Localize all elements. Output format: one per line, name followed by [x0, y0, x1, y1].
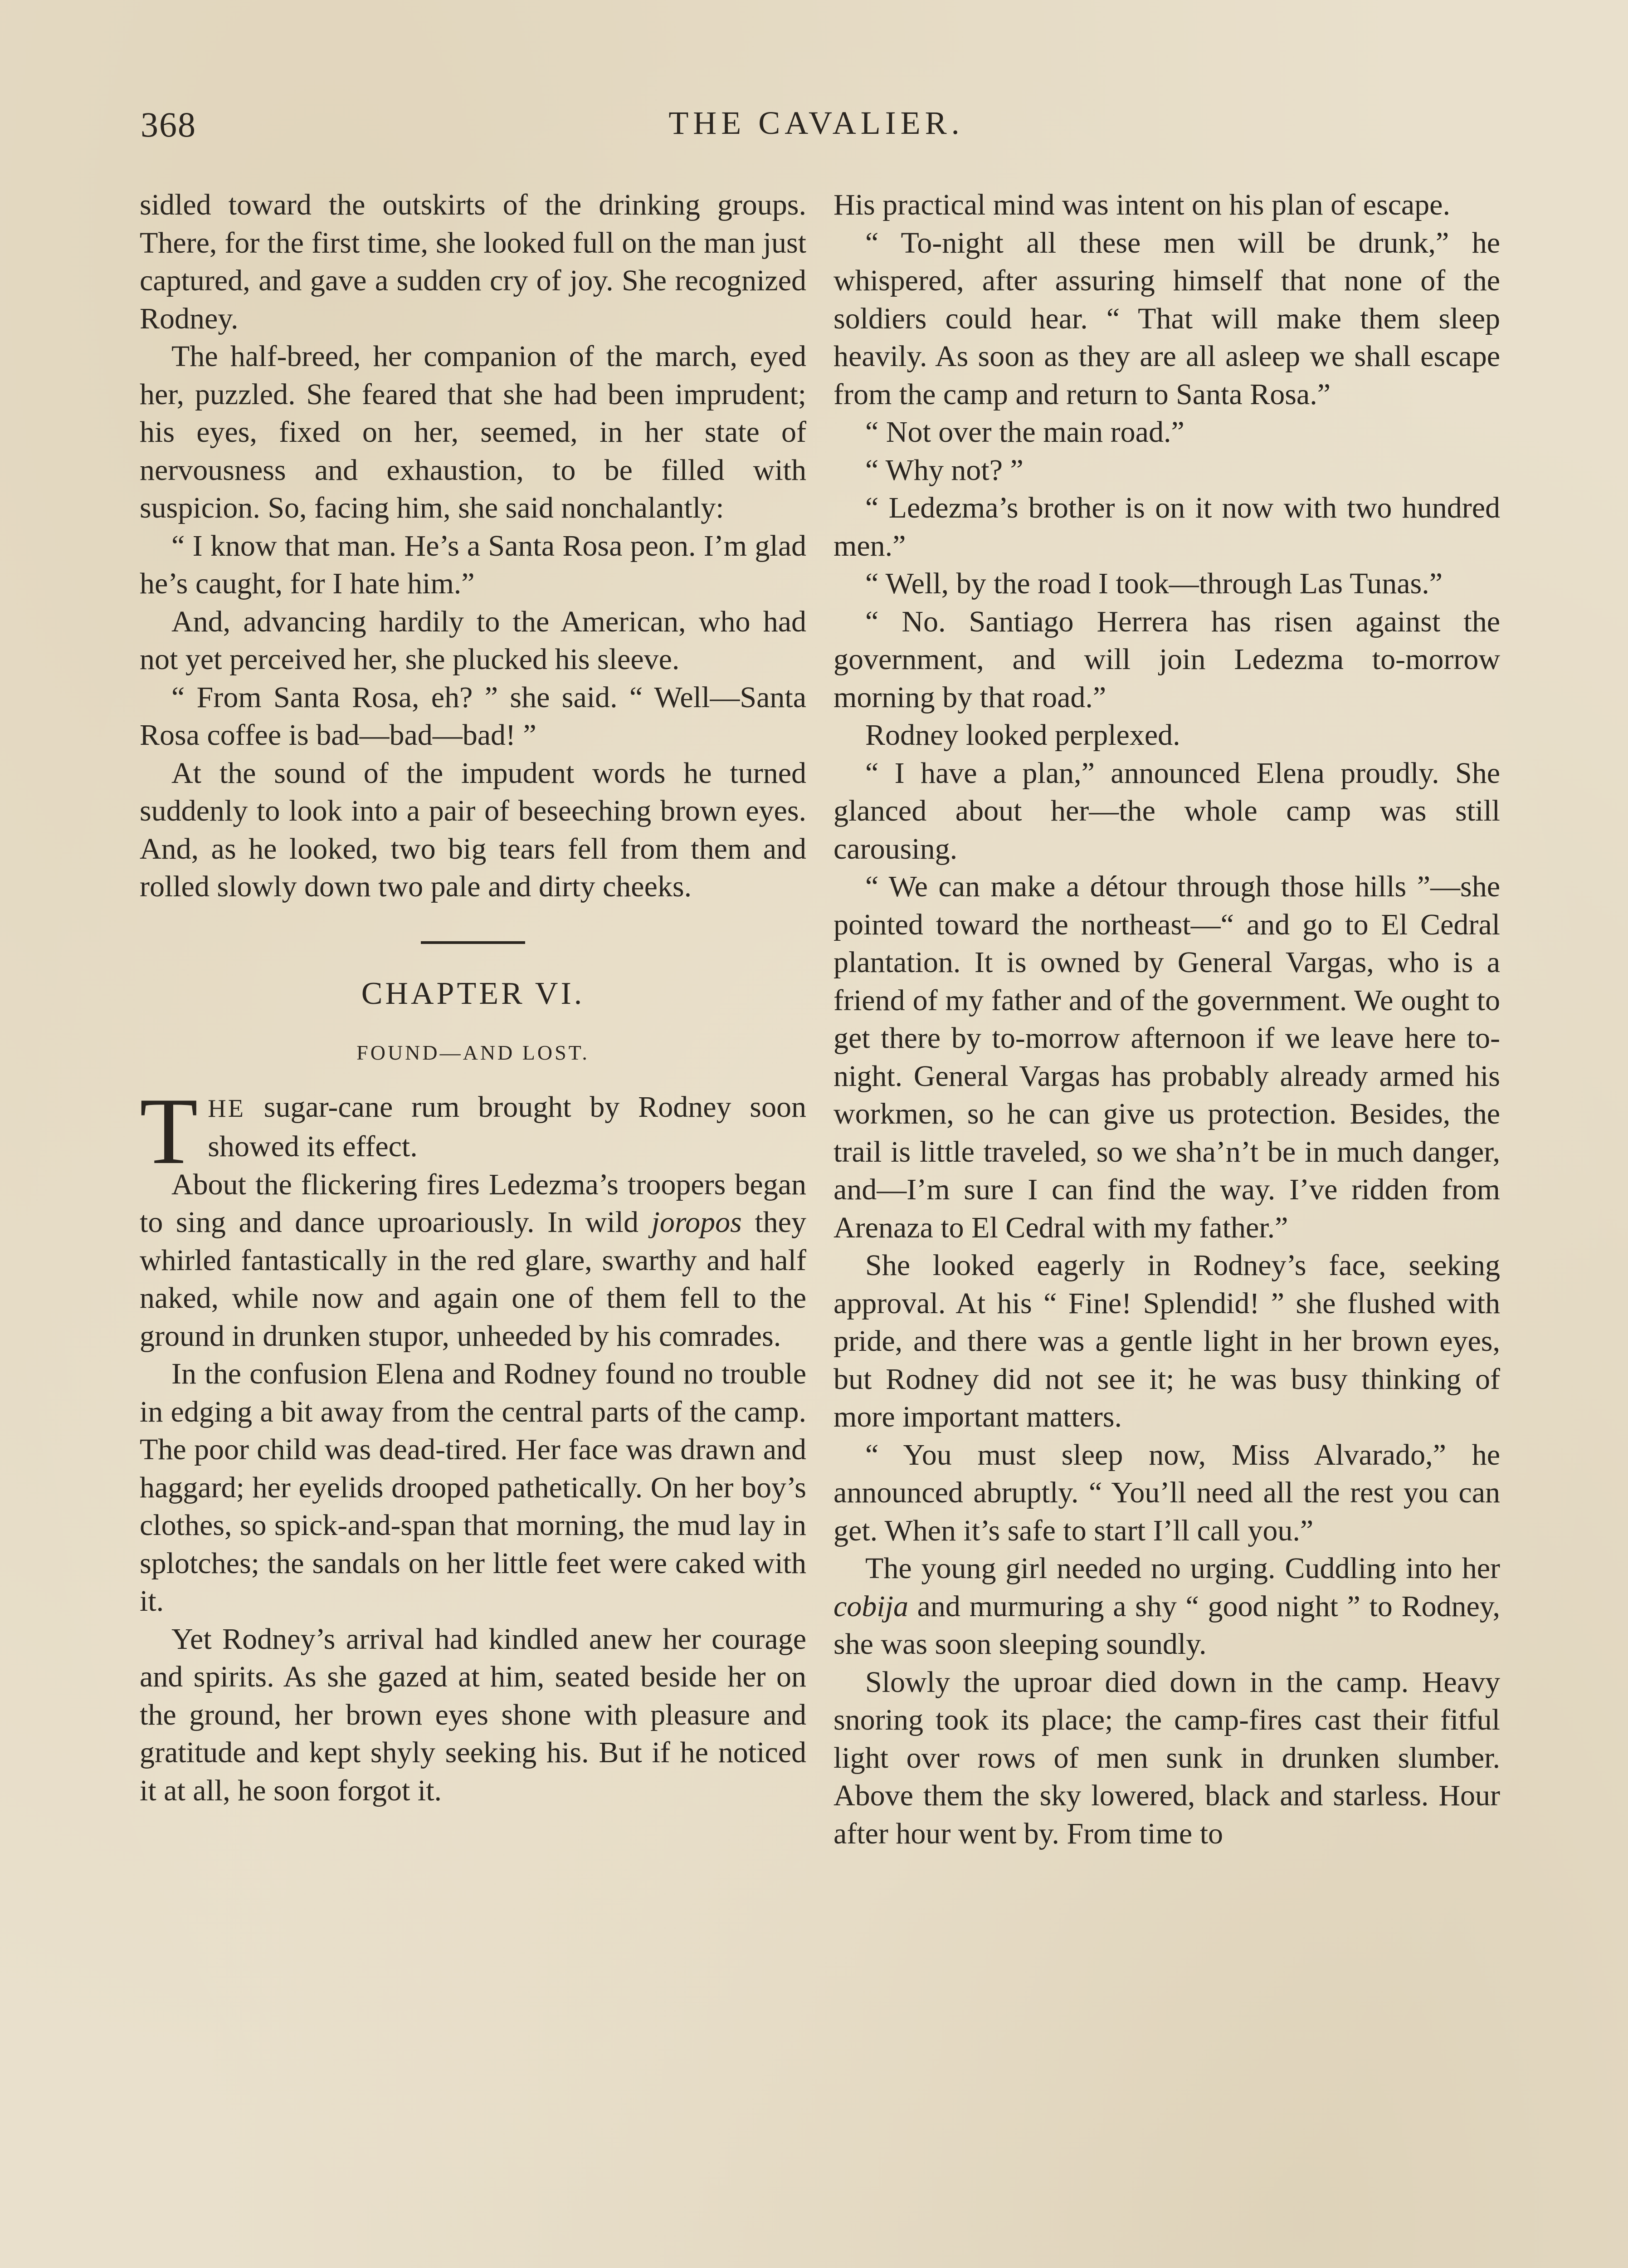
paragraph: “ To-night all these men will be drunk,” he whispered, after assuring himself that none of the soldiers could hear. “ That will make them sleep heavily. As soon as they are all asleep we shall escape from the camp and return to Santa Rosa.”	[833, 226, 1500, 411]
opening-smallcaps: HE	[208, 1094, 245, 1123]
paragraph: The young girl needed no urging. Cuddling into her cobija and murmuring a shy “ good night ” to Rodney, she was soon sleeping soundly.	[833, 1552, 1500, 1661]
italic-word: joropos	[651, 1206, 742, 1239]
paragraph: And, advancing hardily to the American, who had not yet perceived her, she plucked his sleeve.	[140, 605, 806, 676]
paragraph: About the flickering fires Ledezma’s troopers began to sing and dance uproariously. In wild joropos they whirled fantastically in the red glare, swarthy and half naked, while now and again one of them fell to the ground in drunken stupor, unheeded by his comrades.	[140, 1168, 806, 1353]
chapter-title: CHAPTER VI.	[361, 976, 585, 1011]
italic-word: cobija	[833, 1589, 908, 1623]
paragraph: “ You must sleep now, Miss Alvarado,” he announced abruptly. “ You’ll need all the rest you can get. When it’s safe to start I’ll call you.”	[833, 1438, 1500, 1547]
running-title: THE CAVALIER.	[668, 105, 964, 141]
paragraph: “ From Santa Rosa, eh? ” she said. “ Well—Santa Rosa coffee is bad—bad—bad! ”	[140, 680, 806, 752]
paragraph: Rodney looked perplexed.	[865, 719, 1180, 752]
paragraph: “ Ledezma’s brother is on it now with two hundred men.”	[833, 491, 1500, 562]
left-column	[140, 186, 806, 1809]
paragraph: “ No. Santiago Herrera has risen against the government, and will join Ledezma to-morrow morning by that road.”	[833, 605, 1500, 714]
paragraph: sidled toward the outskirts of the drinking groups. There, for the first time, she looked full on the man just captured, and gave a sudden cry of joy. She recognized Rodney.	[140, 188, 806, 335]
right-column	[833, 186, 1500, 1853]
paragraph: At the sound of the impudent words he turned suddenly to look into a pair of beseeching brown eyes. And, as he looked, two big tears fell from them and rolled slowly down two pale and dirty cheeks.	[140, 756, 806, 903]
opening-text: sugar-cane rum brought by Rodney soon showed its effect.	[208, 1090, 806, 1163]
paragraph: “ I have a plan,” announced Elena proudly. She glanced about her—the whole camp was still carousing.	[833, 756, 1500, 865]
paragraph: “ We can make a détour through those hills ”—she pointed toward the northeast—“ and go to El Cedral plantation. It is owned by General Vargas, who is a friend of my father and of the government. We ought to get there by to-morrow afternoon if we leave here to-night. General Vargas has probably already armed his workmen, so he can give us protection. Besides, the trail is little traveled, so we sha’n’t be in much danger, and—I’m sure I can find the way. I’ve ridden from Arenaza to El Cedral with my father.”	[833, 870, 1500, 1244]
paragraph: “ Why not? ”	[865, 453, 1024, 487]
paragraph: She looked eagerly in Rodney’s face, seeking approval. At his “ Fine! Splendid! ” she flushed with pride, and there was a gentle light in her brown eyes, but Rodney did not see it; he was busy thinking of more important matters.	[833, 1249, 1500, 1433]
section-divider	[421, 941, 525, 944]
paragraph: His practical mind was intent on his plan of escape.	[833, 188, 1450, 221]
paragraph: “ I know that man. He’s a Santa Rosa peon. I’m glad he’s caught, for I hate him.”	[140, 529, 806, 600]
paragraph: Slowly the uproar died down in the camp. Heavy snoring took its place; the camp-fires cast their fitful light over rows of men sunk in drunken slumber. Above them the sky lowered, black and starless. Hour after hour went by. From time to	[833, 1665, 1500, 1850]
paragraph: Yet Rodney’s arrival had kindled anew her courage and spirits. As she gazed at him, seated beside her on the ground, her brown eyes shone with pleasure and gratitude and kept shyly seeking his. But if he noticed it at all, he soon forgot it.	[140, 1622, 806, 1807]
drop-cap: T	[140, 1078, 198, 1184]
page-number: 368	[141, 105, 196, 144]
paragraph: “ Well, by the road I took—through Las Tunas.”	[865, 567, 1443, 600]
chapter-subtitle: FOUND—AND LOST.	[356, 1041, 590, 1064]
paragraph: In the confusion Elena and Rodney found no trouble in edging a bit away from the central parts of the camp. The poor child was dead-tired. Her face was drawn and haggard; her eyelids drooped pathetically. On her boy’s clothes, so spick-and-span that morning, the mud lay in splotches; the sandals on her little feet were caked with it.	[140, 1357, 806, 1618]
paragraph: The half-breed, her companion of the march, eyed her, puzzled. She feared that she had been imprudent; his eyes, fixed on her, seemed, in her state of nervousness and exhaustion, to be filled with suspicion. So, facing him, she said nonchalantly:	[140, 340, 806, 524]
page-header	[136, 104, 1496, 159]
paragraph: “ Not over the main road.”	[865, 415, 1184, 449]
chapter-opening-paragraph	[140, 1078, 806, 1184]
